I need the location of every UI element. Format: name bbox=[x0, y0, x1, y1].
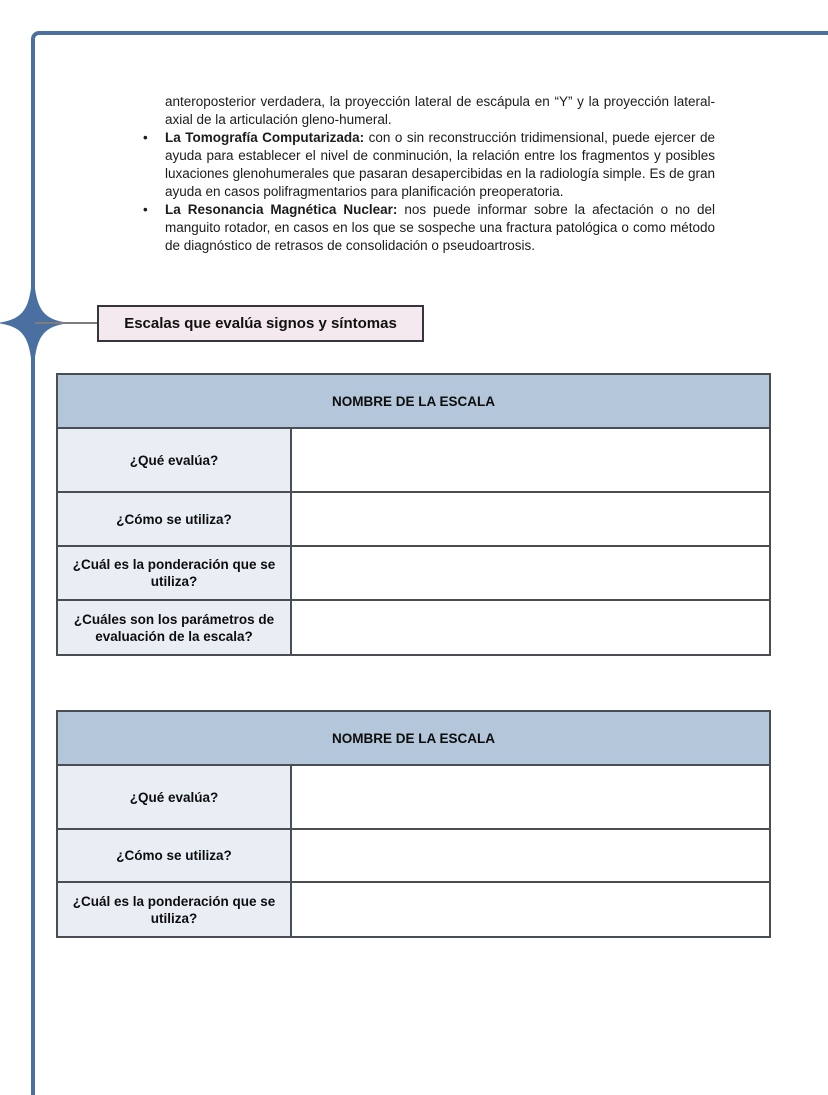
row-label: ¿Cuáles son los parámetros de evaluación de la escala? bbox=[57, 600, 291, 655]
bullet-text: nos puede informar sobre la afectación o no del manguito rotador, en casos en los que se sospeche una fractura patológica o como método de diagnóstico de retrasos de consolidación o pseudoartrosis. bbox=[165, 202, 715, 253]
bullet-lead: La Resonancia Magnética Nuclear: bbox=[165, 202, 398, 217]
table-row bbox=[57, 600, 770, 655]
table-header: NOMBRE DE LA ESCALA bbox=[57, 374, 770, 428]
paragraph-continuation: anteroposterior verdadera, la proyección lateral de escápula en “Y” y la proyección lateral-axial de la articulación gleno-humeral. bbox=[165, 94, 715, 127]
scale-table-1 bbox=[56, 373, 771, 656]
row-value-cell bbox=[291, 765, 770, 829]
body-text-block bbox=[143, 93, 715, 255]
bullet-text: con o sin reconstrucción tridimensional, puede ejercer de ayuda para establecer el nivel de conminución, la relación entre los fragmentos y posibles luxaciones glenohumerales que pasaran desapercibidas en la radiología simple. Es de gran ayuda en casos polifragmentarios para planificación preoperatoria. bbox=[165, 130, 715, 199]
row-value-cell bbox=[291, 546, 770, 600]
row-label: ¿Qué evalúa? bbox=[57, 765, 291, 829]
bullet-icon: • bbox=[143, 130, 148, 145]
row-label: ¿Cuál es la ponderación que se utiliza? bbox=[57, 882, 291, 937]
connector-line bbox=[35, 322, 98, 324]
row-label: ¿Qué evalúa? bbox=[57, 428, 291, 492]
bullet-lead: La Tomografía Computarizada: bbox=[165, 130, 365, 145]
bullet-icon: • bbox=[143, 202, 148, 217]
row-value-cell bbox=[291, 428, 770, 492]
scale-table-2 bbox=[56, 710, 771, 938]
row-value-cell bbox=[291, 882, 770, 937]
table-row bbox=[57, 428, 770, 492]
table-row bbox=[57, 492, 770, 546]
bullet-item-tomografia bbox=[143, 129, 715, 201]
table-row bbox=[57, 765, 770, 829]
row-label: ¿Cómo se utiliza? bbox=[57, 829, 291, 882]
row-label: ¿Cuál es la ponderación que se utiliza? bbox=[57, 546, 291, 600]
row-value-cell bbox=[291, 829, 770, 882]
bullet-item-resonancia bbox=[143, 201, 715, 255]
table-row bbox=[57, 546, 770, 600]
table-row bbox=[57, 882, 770, 937]
table-row bbox=[57, 829, 770, 882]
section-label-box: Escalas que evalúa signos y síntomas bbox=[97, 305, 424, 342]
row-value-cell bbox=[291, 600, 770, 655]
row-value-cell bbox=[291, 492, 770, 546]
table-header: NOMBRE DE LA ESCALA bbox=[57, 711, 770, 765]
bullet-list bbox=[143, 129, 715, 255]
row-label: ¿Cómo se utiliza? bbox=[57, 492, 291, 546]
